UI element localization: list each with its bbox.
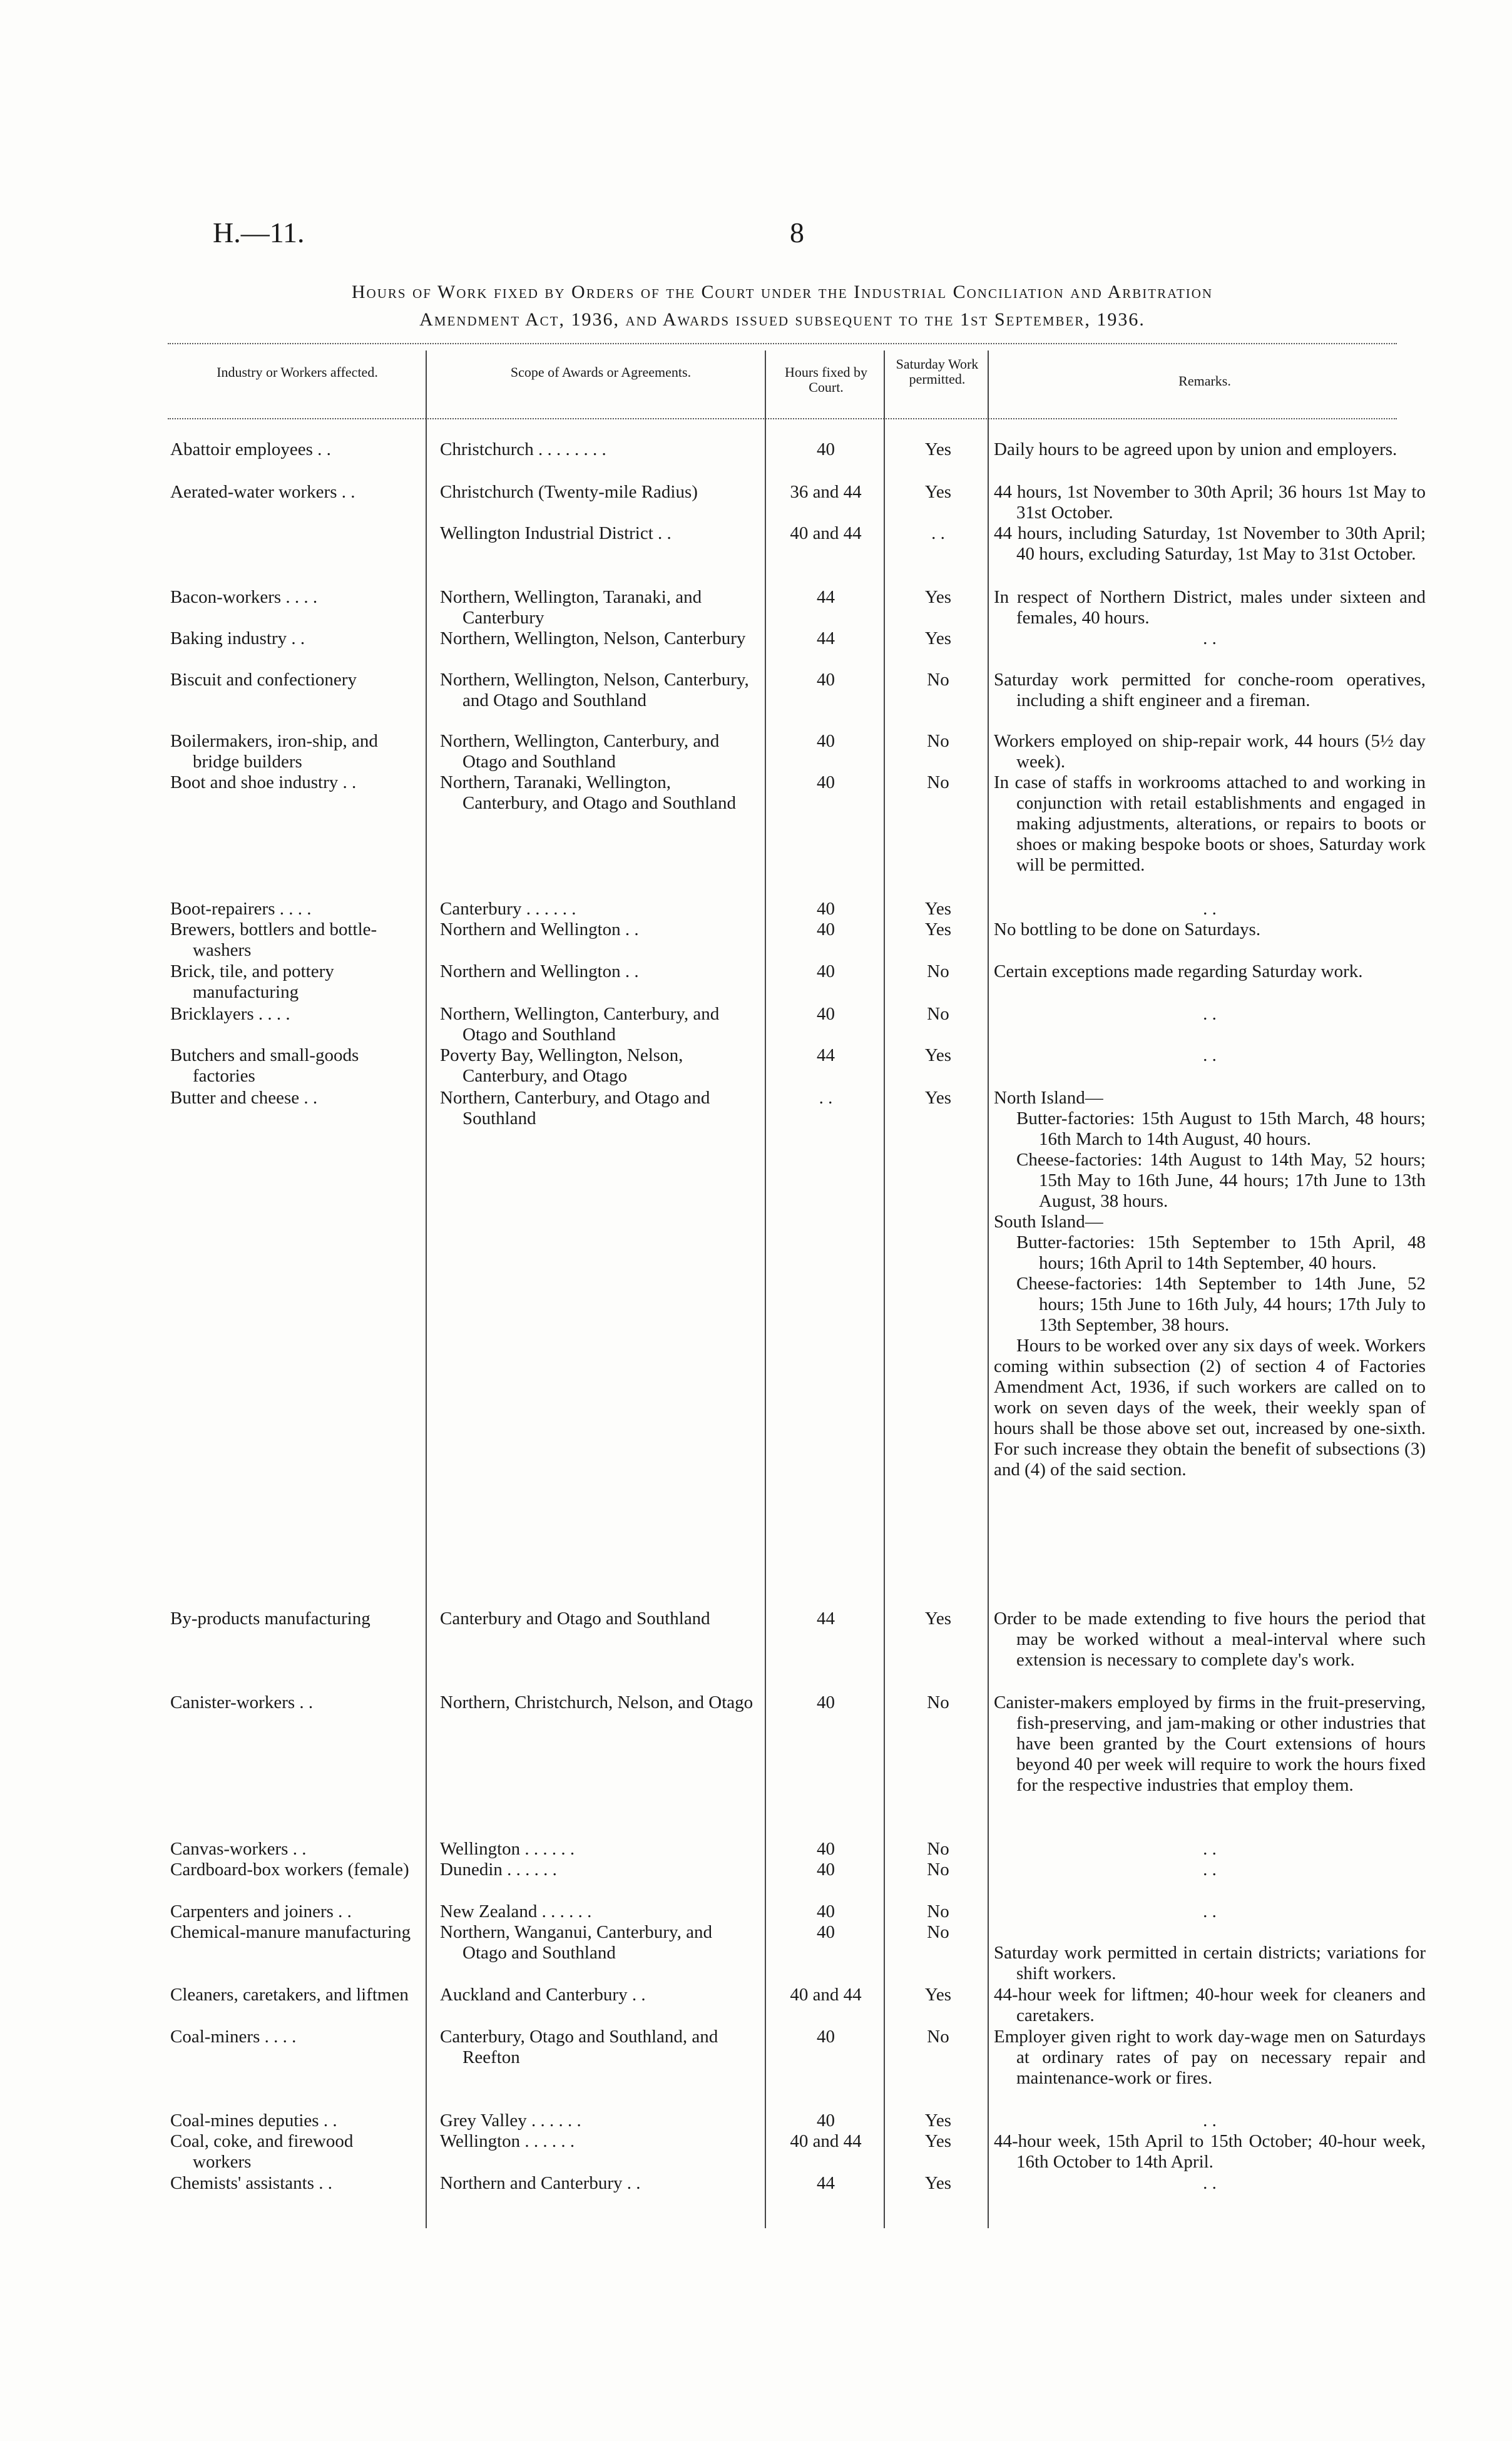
south-island-heading: South Island— [994,1212,1103,1232]
industry-cell: Biscuit and confectionery [170,670,357,690]
saturday-cell: Yes [924,628,952,648]
saturday-cell: Yes [924,2173,952,2193]
industry-cell: Chemists' assistants . . [170,2173,332,2193]
remarks-cell: . . [1203,899,1217,919]
industry-cell: Aerated-water workers . . [170,482,355,502]
column-divider [988,351,989,2228]
scope-cell: Christchurch (Twenty-mile Radius) [440,482,698,502]
saturday-cell: No [927,2027,949,2047]
saturday-cell: Yes [924,1985,952,2005]
saturday-cell: Yes [924,1088,952,1108]
scope-cell: New Zealand . . . . . . [440,1901,592,1922]
saturday-cell: No [927,1922,949,1942]
remarks-cell: Butter-factories: 15th September to 15th April, 48 hours; 16th April to 14th September, 40 hours. [1016,1232,1426,1273]
scope-cell: Canterbury and Otago and Southland [440,1609,710,1629]
scope-cell: Northern, Wellington, Canterbury, and Otago and Southland [440,731,720,772]
industry-cell: Canister-workers . . [170,1692,314,1712]
industry-cell: Cardboard-box workers (female) [170,1860,409,1880]
saturday-cell: Yes [924,2131,952,2151]
industry-cell: Canvas-workers . . [170,1839,307,1859]
saturday-cell: Yes [924,587,952,607]
scope-cell: Wellington . . . . . . [440,1839,575,1859]
remarks-cell: . . [1203,1045,1217,1065]
scope-cell: Poverty Bay, Wellington, Nelson, Canterbury, and Otago [440,1045,683,1086]
hours-cell: 40 [817,1901,835,1922]
hours-cell: 40 [817,439,835,459]
scope-cell: Northern, Wanganui, Canterbury, and Otago and Southland [440,1922,712,1963]
scope-cell: Northern and Canterbury . . [440,2173,641,2193]
scope-cell: Wellington Industrial District . . [440,523,672,543]
industry-cell: Coal-mines deputies . . [170,2111,337,2131]
remarks-cell: Daily hours to be agreed upon by union and employers. [994,439,1397,459]
column-header-saturday: Saturday Work permitted. [896,356,979,387]
remarks-cell: Butter-factories: 15th August to 15th March, 48 hours; 16th March to 14th August, 40 hours. [1016,1108,1426,1149]
remarks-cell: Workers employed on ship-repair work, 44 hours (5½ day week). [994,731,1426,772]
scope-cell: Northern, Wellington, Nelson, Canterbury, and Otago and Southland [440,670,749,710]
hours-cell: 40 [817,2027,835,2047]
saturday-cell: No [927,1004,949,1024]
saturday-cell: No [927,670,949,690]
hours-cell: 36 and 44 [790,482,862,502]
industry-cell: Boot and shoe industry . . [170,772,357,792]
industry-cell: Chemical-manure manufacturing [170,1922,411,1942]
saturday-cell: Yes [924,482,952,502]
scope-cell: Grey Valley . . . . . . [440,2111,581,2131]
hours-cell: 40 [817,1692,835,1712]
hours-cell: 40 [817,772,835,792]
remarks-cell: In case of staffs in workrooms attached to and working in conjunction with retail establishments and engaged in making adjustments, alterations, or repairs to boots or shoes or making bespoke boots or shoes, Saturday work will be permitted. [994,772,1426,875]
industry-cell: Boilermakers, iron-ship, and bridge builders [170,731,378,772]
saturday-cell: No [927,1860,949,1880]
scope-cell: Northern, Taranaki, Wellington, Canterbury, and Otago and Southland [440,772,737,813]
industry-cell: Bricklayers . . . . [170,1004,290,1024]
saturday-cell: No [927,961,949,981]
hours-cell: 44 [817,628,835,648]
document-code: H.—11. [213,217,305,248]
remarks-cell: Cheese-factories: 14th August to 14th May, 52 hours; 15th May to 16th June, 44 hours; 17th June to 13th August, 38 hours. [1016,1150,1426,1211]
remarks-cell: . . [1203,2173,1217,2193]
scope-cell: Northern, Wellington, Canterbury, and Otago and Southland [440,1004,720,1045]
remarks-cell: Saturday work permitted for conche-room operatives, including a shift engineer and a fireman. [994,670,1426,710]
column-header-remarks: Remarks. [1178,373,1231,389]
remarks-cell: Hours to be worked over any six days of week. Workers coming within subsection (2) of section 4 of Factories Amendment Act, 1936, if such workers are called on to work on seven days of the week, their weekly span of hours shall be those above set out, increased by one-sixth. For such increase they obtain the benefit of subsections (3) and (4) of the said section. [994,1336,1426,1480]
scope-cell: Canterbury . . . . . . [440,899,576,919]
remarks-cell: . . [1203,1839,1217,1859]
saturday-cell: Yes [924,2111,952,2131]
industry-cell: Baking industry . . [170,628,305,648]
remarks-cell: . . [1203,1901,1217,1922]
industry-cell: Cleaners, caretakers, and liftmen [170,1985,409,2005]
saturday-cell: No [927,731,949,751]
saturday-cell: No [927,1692,949,1712]
remarks-cell: . . [1203,1860,1217,1880]
scope-cell: Northern, Wellington, Nelson, Canterbury [440,628,746,648]
saturday-cell: Yes [924,1045,952,1065]
scope-cell: Christchurch . . . . . . . . [440,439,606,459]
remarks-cell: Cheese-factories: 14th September to 14th June, 52 hours; 15th June to 16th July, 44 hours; 17th July to 13th September, 38 hours. [1016,1274,1426,1335]
scope-cell: Northern and Wellington . . [440,919,639,939]
hours-cell: 40 [817,1922,835,1942]
column-header-scope: Scope of Awards or Agreements. [510,364,692,380]
hours-cell: 44 [817,1609,835,1629]
hours-cell: 40 [817,731,835,751]
industry-cell: By-products manufacturing [170,1609,370,1629]
table-title-line-2: Amendment Act, 1936, and Awards issued subsequent to the 1st September, 1936. [419,309,1145,330]
hours-cell: . . [819,1088,833,1108]
butter-remarks [994,1088,1426,1480]
remarks-cell: 44-hour week, 15th April to 15th October; 40-hour week, 16th October to 14th April. [994,2131,1426,2172]
scope-cell: Wellington . . . . . . [440,2131,575,2151]
column-header-industry: Industry or Workers affected. [217,364,378,380]
table-title-line-1: Hours of Work fixed by Orders of the Court under the Industrial Conciliation and Arbitration [351,282,1213,302]
page-number: 8 [790,217,804,248]
industry-cell: Coal-miners . . . . [170,2027,297,2047]
saturday-cell: No [927,1901,949,1922]
scope-cell: Northern, Wellington, Taranaki, and Canterbury [440,587,702,628]
remarks-cell: 44-hour week for liftmen; 40-hour week for cleaners and caretakers. [994,1985,1426,2025]
saturday-cell: No [927,1839,949,1859]
saturday-cell: Yes [924,919,952,939]
hours-cell: 40 and 44 [790,1985,862,2005]
remarks-cell: . . [1203,1004,1217,1024]
hours-cell: 40 [817,961,835,981]
remarks-cell: Saturday work permitted in certain districts; variations for shift workers. [994,1943,1426,1983]
remarks-cell: In respect of Northern District, males under sixteen and females, 40 hours. [994,587,1426,628]
hours-cell: 40 and 44 [790,523,862,543]
hours-cell: 40 [817,1004,835,1024]
industry-cell: Butchers and small-goods factories [170,1045,359,1086]
hours-cell: 44 [817,1045,835,1065]
north-island-heading: North Island— [994,1088,1103,1108]
hours-cell: 40 and 44 [790,2131,862,2151]
industry-cell: Bacon-workers . . . . [170,587,318,607]
hours-cell: 40 [817,2111,835,2131]
saturday-cell: Yes [924,899,952,919]
remarks-cell: 44 hours, 1st November to 30th April; 36 hours 1st May to 31st October. [994,482,1426,523]
hours-cell: 40 [817,919,835,939]
saturday-cell: Yes [924,1609,952,1629]
hours-cell: 40 [817,899,835,919]
industry-cell: Abattoir employees . . [170,439,331,459]
header-bottom-rule [168,418,1397,419]
industry-cell: Brewers, bottlers and bottle-washers [170,919,377,960]
industry-cell: Carpenters and joiners . . [170,1901,352,1922]
saturday-cell: . . [931,523,945,543]
hours-cell: 44 [817,2173,835,2193]
remarks-cell: . . [1203,2111,1217,2131]
scope-cell: Northern, Canterbury, and Otago and Southland [440,1088,710,1128]
header-top-rule [168,343,1397,344]
scope-cell: Dunedin . . . . . . [440,1860,557,1880]
hours-cell: 40 [817,1839,835,1859]
saturday-cell: No [927,772,949,792]
remarks-cell: . . [1203,628,1217,648]
scope-cell: Canterbury, Otago and Southland, and Reefton [440,2027,718,2067]
column-divider [426,351,427,2228]
scope-cell: Auckland and Canterbury . . [440,1985,646,2005]
industry-cell: Brick, tile, and pottery manufacturing [170,961,334,1002]
industry-cell: Coal, coke, and firewood workers [170,2131,354,2172]
hours-cell: 40 [817,670,835,690]
remarks-cell: No bottling to be done on Saturdays. [994,919,1261,939]
industry-cell: Butter and cheese . . [170,1088,318,1108]
remarks-cell: Employer given right to work day-wage men on Saturdays at ordinary rates of pay on necessary repair and maintenance-work or fires. [994,2027,1426,2088]
scope-cell: Northern and Wellington . . [440,961,639,981]
remarks-cell: Certain exceptions made regarding Saturday work. [994,961,1363,981]
saturday-cell: Yes [924,439,952,459]
column-header-hours: Hours fixed by Court. [785,364,867,395]
remarks-cell: Canister-makers employed by firms in the fruit-preserving, fish-preserving, and jam-making or other industries that have been granted by the Court extensions of hours beyond 40 per week will require to work the hours fixed for the respective industries that employ them. [994,1692,1426,1795]
hours-cell: 44 [817,587,835,607]
column-divider [884,351,885,2228]
remarks-cell: Order to be made extending to five hours the period that may be worked without a meal-interval where such extension is necessary to complete day's work. [994,1609,1426,1670]
industry-cell: Boot-repairers . . . . [170,899,312,919]
remarks-cell: 44 hours, including Saturday, 1st November to 30th April; 40 hours, excluding Saturday, 1st May to 31st October. [994,523,1426,564]
hours-cell: 40 [817,1860,835,1880]
scope-cell: Northern, Christchurch, Nelson, and Otago [440,1692,753,1712]
column-divider [765,351,766,2228]
